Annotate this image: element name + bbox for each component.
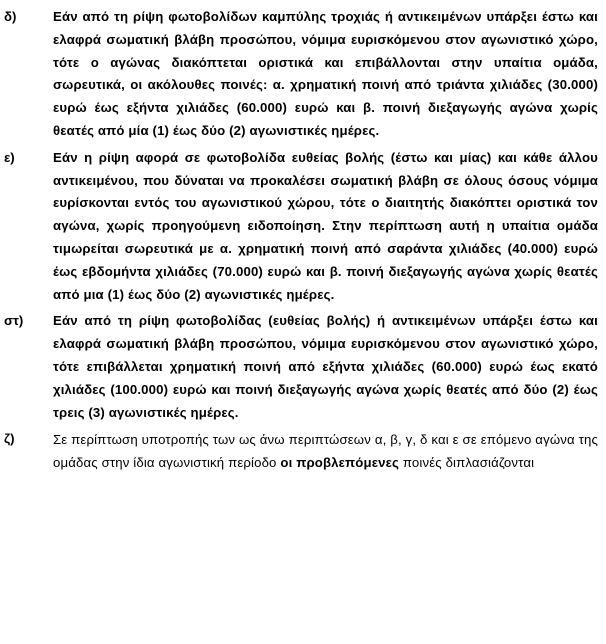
document-body	[0, 6, 606, 478]
clause-label: δ)	[4, 9, 17, 24]
clause-text-end: ποινές διπλασιάζονται	[399, 455, 535, 471]
clause-text: Εάν από τη ρίψη φωτοβολίδας (ευθείας βολής) ή αντικειμένων υπάρξει έστω και ελαφρά σωματική βλάβη προσώπου, νόμιμα ευρισκόμενου στον αγωνιστικό χώρο, τότε επιβάλλεται χρηματική ποινή από εξήντα χιλιάδες (60.000) ευρώ έως εκατό χιλιάδες (100.000) ευρώ και ποινή διεξαγωγής αγώνα χωρίς θεατές από δύο (2) έως τρεις (3) αγωνιστικές ημέρες.	[53, 313, 598, 420]
clause-text-emphasis: οι προβλεπόμενες	[280, 455, 400, 471]
clause-text: Εάν η ρίψη αφορά σε φωτοβολίδα ευθείας βολής (έστω και μίας) και κάθε άλλου αντικειμένου, που δύναται να προκαλέσει σωματική βλάβη σε όλους όσους νόμιμα ευρίσκονται εντός του αγωνιστικού χώρου, τότε ο διαιτητής διακόπτει οριστικά τον αγώνα, χωρίς προηγούμενη ειδοποίηση. Στην περίπτωση αυτή η υπαίτια ομάδα τιμωρείται σωρευτικά με α. χρηματική ποινή από σαράντα χιλιάδες (40.000) ευρώ έως εβδομήντα χιλιάδες (70.000) ευρώ και β. ποινή διεξαγωγής αγώνα χωρίς θεατές από μια (1) έως δύο (2) αγωνιστικές ημέρες.	[53, 149, 598, 302]
clause-label: ζ)	[4, 431, 15, 447]
clause-text	[53, 428, 598, 474]
clause-stigma	[0, 310, 606, 424]
clause-label: στ)	[4, 313, 24, 329]
clause-epsilon	[0, 147, 606, 307]
clause-text: Εάν από τη ρίψη φωτοβολίδων καμπύλης τροχιάς ή αντικειμένων υπάρξει έστω και ελαφρά σωματική βλάβη προσώπου, νόμιμα ευρισκόμενου στον αγωνιστικό χώρο, τότε ο αγώνας διακόπτεται οριστικά και επιβάλλονται στην υπαίτια ομάδα, σωρευτικά, οι ακόλουθες ποινές: α. χρηματική ποινή από τριάντα χιλιάδες (30.000) ευρώ έως εξήντα χιλιάδες (60.000) ευρώ και β. ποινή διεξαγωγής αγώνα χωρίς θεατές από μία (1) έως δύο (2) αγωνιστικές ημέρες.	[53, 9, 598, 138]
clause-zeta	[0, 428, 606, 474]
clause-label: ε)	[4, 149, 15, 165]
clause-delta	[0, 6, 606, 143]
clause-text-start: Σε περίπτωση υποτροπής των ως άνω περιπτώσεων α, β, γ, δ και ε σε επόμενο αγώνα της ομάδας στην ίδια αγωνιστική περίοδο	[53, 432, 598, 471]
